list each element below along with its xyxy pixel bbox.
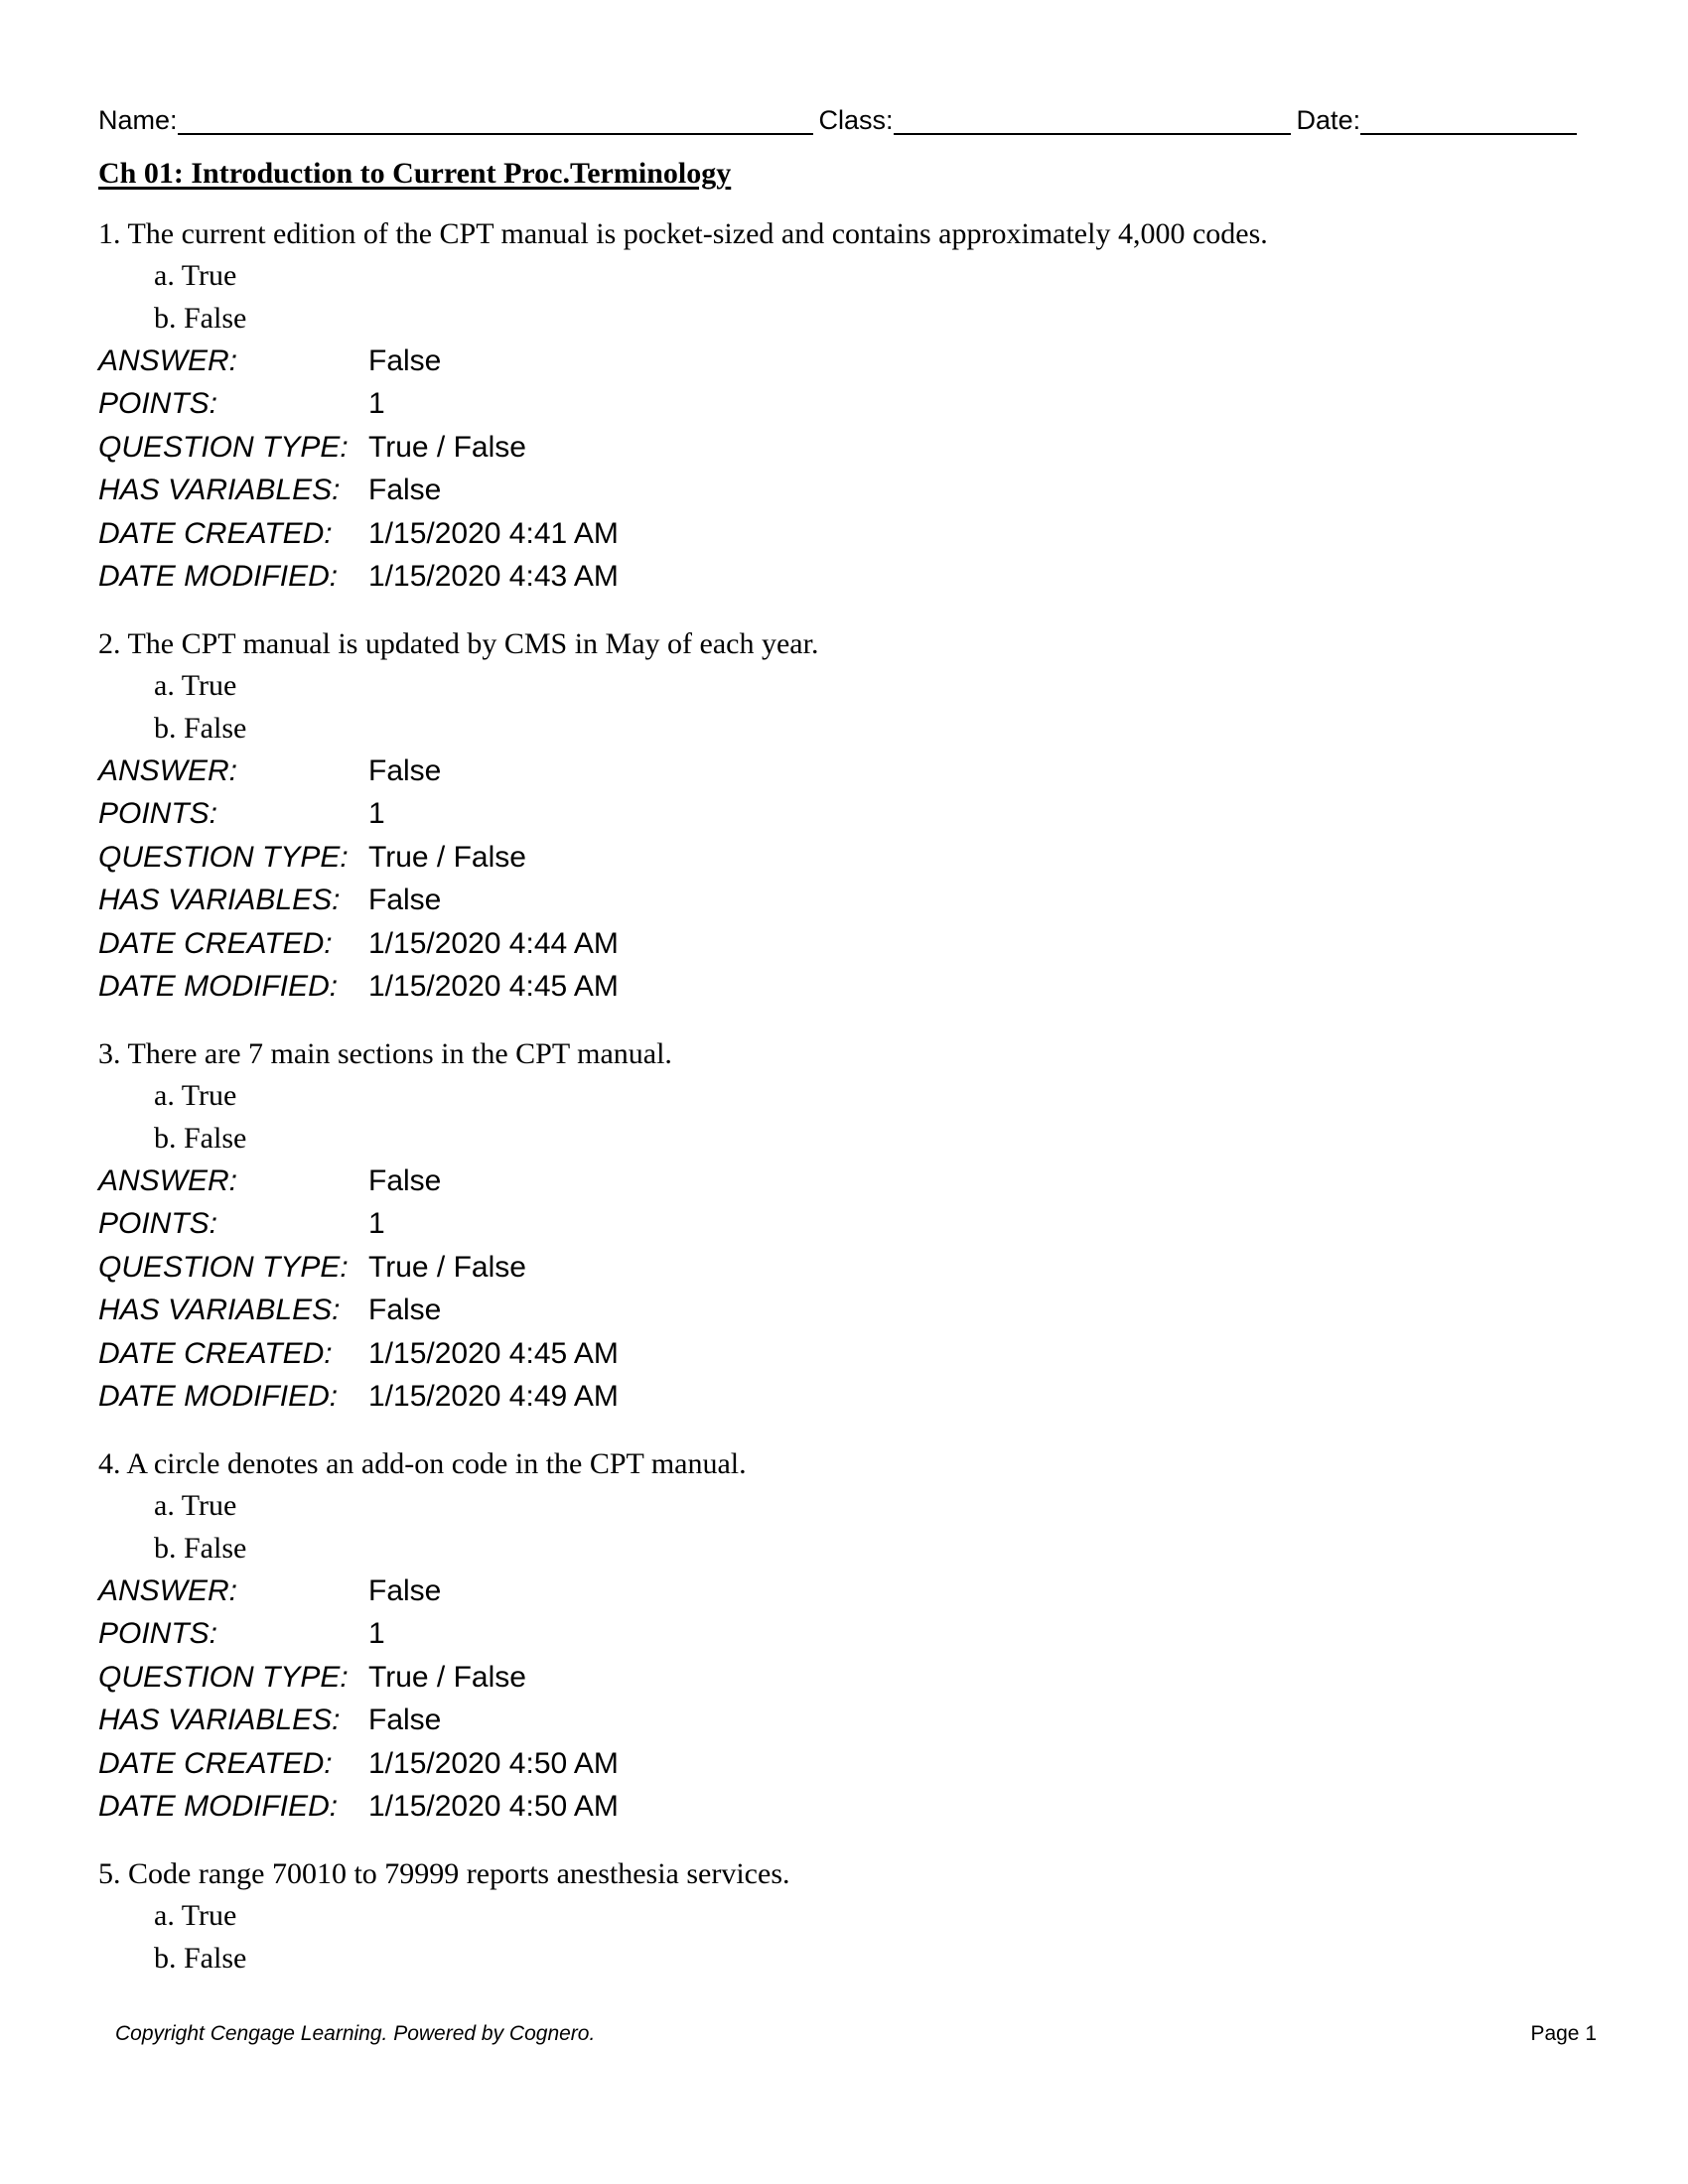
meta-row-date-modified	[98, 1785, 1568, 1828]
option-b: b. False	[154, 302, 247, 335]
option-b: b. False	[154, 1532, 247, 1565]
meta-key: QUESTION TYPE:	[98, 430, 349, 464]
date-label: Date:	[1296, 105, 1361, 135]
meta-row-question-type	[98, 1656, 1568, 1699]
option-a: a. True	[154, 1079, 237, 1112]
meta-value: False	[368, 474, 442, 507]
meta-key: DATE MODIFIED:	[98, 1379, 339, 1413]
meta-value: True / False	[368, 430, 526, 464]
meta-row-question-type	[98, 1246, 1568, 1289]
question-text: 1. The current edition of the CPT manual is pocket-sized and contains approximately 4,000 codes.	[98, 217, 1268, 250]
option-b: b. False	[154, 712, 247, 745]
student-info-header	[98, 95, 1580, 135]
name-blank-line	[178, 105, 813, 135]
meta-value: False	[368, 344, 442, 377]
meta-value: False	[368, 1574, 442, 1607]
meta-key: DATE CREATED:	[98, 926, 333, 960]
meta-key: POINTS:	[98, 797, 218, 831]
chapter-title: Ch 01: Introduction to Current Proc.Terminology	[98, 157, 732, 190]
name-label: Name:	[98, 105, 178, 135]
meta-row-date-modified	[98, 965, 1568, 1008]
question-block-2	[98, 624, 1568, 1008]
meta-key: ANSWER:	[98, 754, 238, 787]
meta-value: 1/15/2020 4:41 AM	[368, 516, 619, 550]
meta-row-date-created	[98, 922, 1568, 965]
meta-row-date-created	[98, 1332, 1568, 1375]
meta-value: True / False	[368, 1660, 526, 1694]
meta-key: HAS VARIABLES:	[98, 1704, 341, 1737]
meta-key: ANSWER:	[98, 1164, 238, 1197]
meta-value: 1/15/2020 4:50 AM	[368, 1746, 619, 1780]
meta-row-answer	[98, 1160, 1568, 1202]
meta-value: True / False	[368, 1250, 526, 1284]
meta-value: 1/15/2020 4:43 AM	[368, 559, 619, 593]
meta-row-points	[98, 1202, 1568, 1245]
meta-value: 1	[368, 797, 385, 831]
date-blank-line	[1360, 105, 1577, 135]
question-text: 3. There are 7 main sections in the CPT manual.	[98, 1037, 672, 1070]
meta-value: 1	[368, 1207, 385, 1241]
meta-key: ANSWER:	[98, 344, 238, 377]
meta-row-answer	[98, 340, 1568, 382]
meta-value: 1	[368, 387, 385, 421]
meta-key: HAS VARIABLES:	[98, 474, 341, 507]
meta-value: False	[368, 1164, 442, 1197]
meta-value: 1/15/2020 4:50 AM	[368, 1789, 619, 1823]
meta-row-points	[98, 792, 1568, 835]
meta-value: False	[368, 1294, 442, 1327]
option-a: a. True	[154, 1899, 237, 1932]
meta-row-has-variables	[98, 879, 1568, 921]
meta-key: DATE CREATED:	[98, 1746, 333, 1780]
meta-key: QUESTION TYPE:	[98, 1660, 349, 1694]
meta-value: False	[368, 1704, 442, 1737]
meta-value: 1/15/2020 4:45 AM	[368, 969, 619, 1003]
question-block-3	[98, 1034, 1568, 1418]
meta-value: 1	[368, 1617, 385, 1651]
meta-row-has-variables	[98, 1699, 1568, 1741]
option-a: a. True	[154, 669, 237, 702]
meta-row-question-type	[98, 836, 1568, 879]
meta-row-has-variables	[98, 469, 1568, 511]
meta-value: 1/15/2020 4:45 AM	[368, 1336, 619, 1370]
footer-copyright: Copyright Cengage Learning. Powered by Cognero.	[115, 2022, 596, 2045]
meta-value: 1/15/2020 4:49 AM	[368, 1379, 619, 1413]
meta-key: HAS VARIABLES:	[98, 1294, 341, 1327]
meta-key: POINTS:	[98, 1617, 218, 1651]
meta-row-points	[98, 382, 1568, 425]
meta-key: DATE CREATED:	[98, 516, 333, 550]
meta-row-date-modified	[98, 1375, 1568, 1418]
footer-page-number: Page 1	[1530, 2022, 1597, 2045]
meta-key: DATE MODIFIED:	[98, 1789, 339, 1823]
option-a: a. True	[154, 259, 237, 292]
meta-value: True / False	[368, 840, 526, 874]
meta-row-date-created	[98, 512, 1568, 555]
meta-key: POINTS:	[98, 387, 218, 421]
question-text: 5. Code range 70010 to 79999 reports anesthesia services.	[98, 1857, 790, 1890]
meta-row-question-type	[98, 426, 1568, 469]
meta-key: POINTS:	[98, 1207, 218, 1241]
meta-key: DATE MODIFIED:	[98, 969, 339, 1003]
meta-row-points	[98, 1612, 1568, 1655]
option-a: a. True	[154, 1489, 237, 1522]
meta-row-has-variables	[98, 1289, 1568, 1331]
meta-key: DATE MODIFIED:	[98, 559, 339, 593]
question-text: 2. The CPT manual is updated by CMS in May of each year.	[98, 627, 819, 660]
meta-key: HAS VARIABLES:	[98, 884, 341, 917]
meta-row-date-modified	[98, 555, 1568, 598]
class-blank-line	[894, 105, 1291, 135]
meta-row-answer	[98, 1570, 1568, 1612]
meta-key: ANSWER:	[98, 1574, 238, 1607]
meta-row-date-created	[98, 1742, 1568, 1785]
option-b: b. False	[154, 1122, 247, 1155]
meta-value: False	[368, 754, 442, 787]
question-block-5	[98, 1854, 1568, 1979]
question-block-4	[98, 1444, 1568, 1828]
option-b: b. False	[154, 1942, 247, 1975]
meta-value: 1/15/2020 4:44 AM	[368, 926, 619, 960]
question-block-1	[98, 214, 1568, 598]
meta-value: False	[368, 884, 442, 917]
class-label: Class:	[818, 105, 894, 135]
meta-key: QUESTION TYPE:	[98, 1250, 349, 1284]
question-text: 4. A circle denotes an add-on code in the CPT manual.	[98, 1447, 747, 1480]
meta-row-answer	[98, 750, 1568, 792]
meta-key: DATE CREATED:	[98, 1336, 333, 1370]
meta-key: QUESTION TYPE:	[98, 840, 349, 874]
